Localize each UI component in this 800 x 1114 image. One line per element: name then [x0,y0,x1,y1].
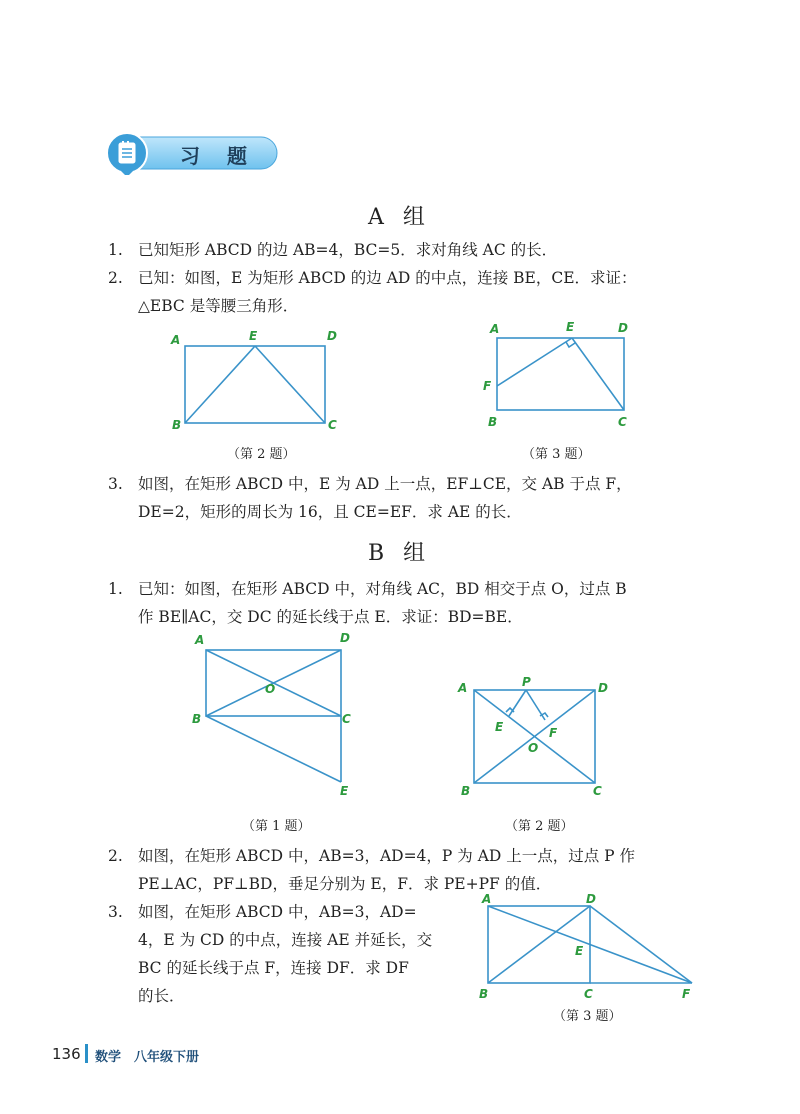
label-a: A [490,322,500,336]
label-o: O [265,682,276,696]
a-fig3-caption: （第 3 题） [522,447,591,462]
label-e: E [249,329,258,343]
b-q1-line1 [108,575,627,603]
b-q3-num: 3. [108,903,123,921]
rect-abcd [185,346,325,423]
label-f: F [682,987,691,1001]
segment-pe [509,690,526,716]
group-b-title: B 组 [368,541,432,566]
a-q1-num: 1. [108,241,123,259]
b-q1-text1: 已知：如图，在矩形 ABCD 中，对角线 AC，BD 相交于点 O，过点 B [138,580,627,598]
figure-b1 [188,630,358,800]
label-c: C [618,415,627,429]
a-q2-line1 [108,264,637,292]
label-c: C [328,418,337,432]
b-q3-line3: BC 的延长线于点 F，连接 DF．求 DF [138,959,409,977]
label-f: F [549,726,558,740]
b-q1-line2: 作 BE∥AC，交 DC 的延长线于点 E．求证：BD=BE． [138,608,523,626]
label-d: D [618,321,628,335]
b-q2-line1 [108,842,635,870]
segment-df [590,906,692,983]
group-a-title: A 组 [368,205,431,230]
footer-book-title: 数学 八年级下册 [95,1050,200,1065]
page-number: 136 [52,1045,81,1063]
label-b: B [461,784,471,798]
a-q3-text1: 如图，在矩形 ABCD 中，E 为 AD 上一点，EF⊥CE，交 AB 于点 F， [138,475,632,493]
label-b: B [479,987,489,1001]
figure-b3 [470,888,700,1008]
label-e: E [340,784,349,798]
b-fig2-caption: （第 2 题） [505,819,574,834]
b-q2-text1: 如图，在矩形 ABCD 中，AB=3，AD=4，P 为 AD 上一点，过点 P 作 [138,847,636,865]
segment-ec [572,338,624,410]
figure-a2 [165,325,350,435]
label-d: D [586,892,596,906]
segment-be [185,346,255,423]
b-q3-line2: 4，E 为 CD 的中点，连接 AE 并延长，交 [138,931,433,949]
a-q3-num: 3. [108,475,123,493]
a-q1 [108,236,557,264]
b-q2-num: 2. [108,847,123,865]
label-p: P [522,675,531,689]
right-angle-mark-e [506,708,514,712]
label-c: C [593,784,602,798]
b-q3-text1: 如图，在矩形 ABCD 中，AB=3，AD= [138,903,417,921]
label-e: E [575,944,584,958]
footer-divider [85,1044,88,1063]
segment-ce [255,346,325,423]
b-fig1-caption: （第 1 题） [242,819,311,834]
a-q1-text: 已知矩形 ABCD 的边 AB=4，BC=5．求对角线 AC 的长． [138,241,558,259]
label-b: B [192,712,202,726]
figure-b2 [452,672,622,802]
label-a: A [195,633,205,647]
label-b: B [172,418,182,432]
label-d: D [598,681,608,695]
a-fig2-caption: （第 2 题） [227,447,296,462]
label-a: A [482,892,492,906]
segment-fe [497,338,572,386]
label-b: B [488,415,498,429]
label-e: E [495,720,504,734]
label-o: O [528,741,539,755]
a-q2-text1: 已知：如图，E 为矩形 ABCD 的边 AD 的中点，连接 BE，CE．求证： [138,269,637,287]
label-a: A [171,333,181,347]
b-q2-line2: PE⊥AC，PF⊥BD，垂足分别为 E，F．求 PE+PF 的值． [138,875,552,893]
a-q3-line2: DE=2，矩形的周长为 16，且 CE=EF．求 AE 的长． [138,503,522,521]
label-c: C [584,987,593,1001]
right-angle-mark [566,342,575,347]
label-c: C [342,712,351,726]
label-e: E [566,320,575,334]
label-a: A [458,681,468,695]
label-d: D [340,631,350,645]
b-q1-num: 1. [108,580,123,598]
banner-title: 习 题 [180,144,257,168]
figure-a3 [480,318,640,433]
a-q2-line2: △EBC 是等腰三角形． [138,297,299,315]
label-d: D [327,329,337,343]
notepad-icon [117,140,139,166]
a-q3-line1 [108,470,632,498]
b-q3-line4: 的长． [138,987,185,1005]
segment-be [206,716,341,782]
label-f: F [483,379,492,393]
a-q2-num: 2. [108,269,123,287]
b-fig3-caption: （第 3 题） [553,1009,622,1024]
b-q3-line1 [108,898,417,926]
